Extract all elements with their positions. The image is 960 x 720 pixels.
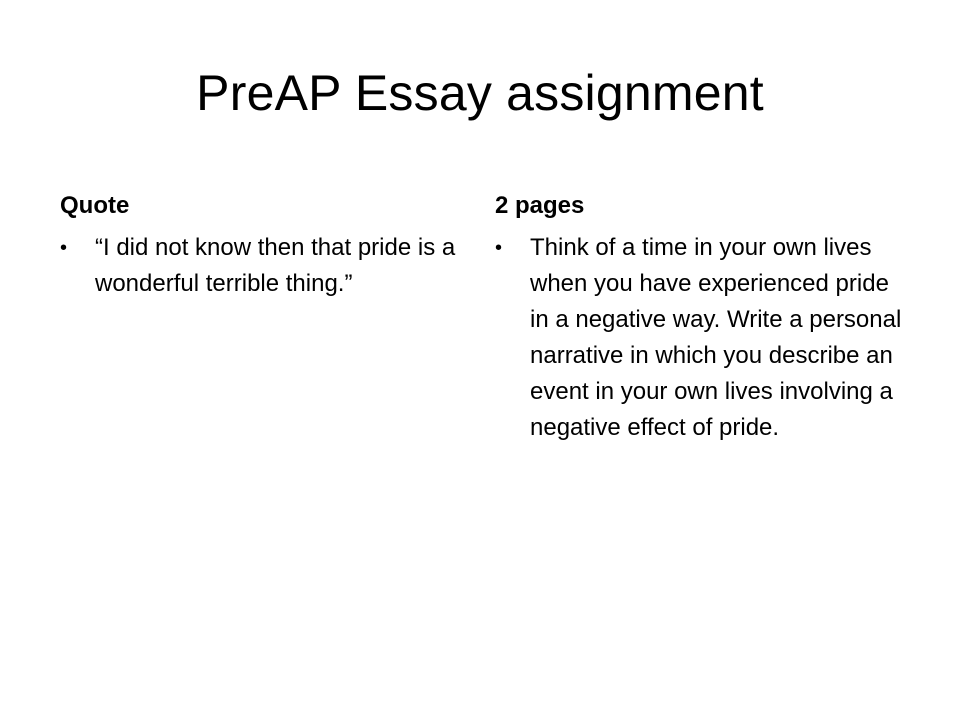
bullet-icon: • <box>60 237 68 259</box>
left-bullet-list <box>60 230 465 302</box>
bullet-text: Think of a time in your own lives when you have experienced pride in a negative way. Write a personal narrative in which you describe an event in your own lives involving a negative effect of pride. <box>530 234 902 441</box>
right-bullet-list <box>495 230 905 446</box>
slide-title: PreAP Essay assignment <box>196 65 764 121</box>
bullet-icon: • <box>495 237 503 259</box>
left-column-heading: Quote <box>60 192 130 219</box>
right-column <box>495 190 905 446</box>
bullet-item <box>495 230 905 446</box>
bullet-item <box>60 230 465 302</box>
right-column-heading: 2 pages <box>495 192 585 219</box>
left-column <box>60 190 465 302</box>
bullet-text: “I did not know then that pride is a wonderful terrible thing.” <box>95 234 456 297</box>
